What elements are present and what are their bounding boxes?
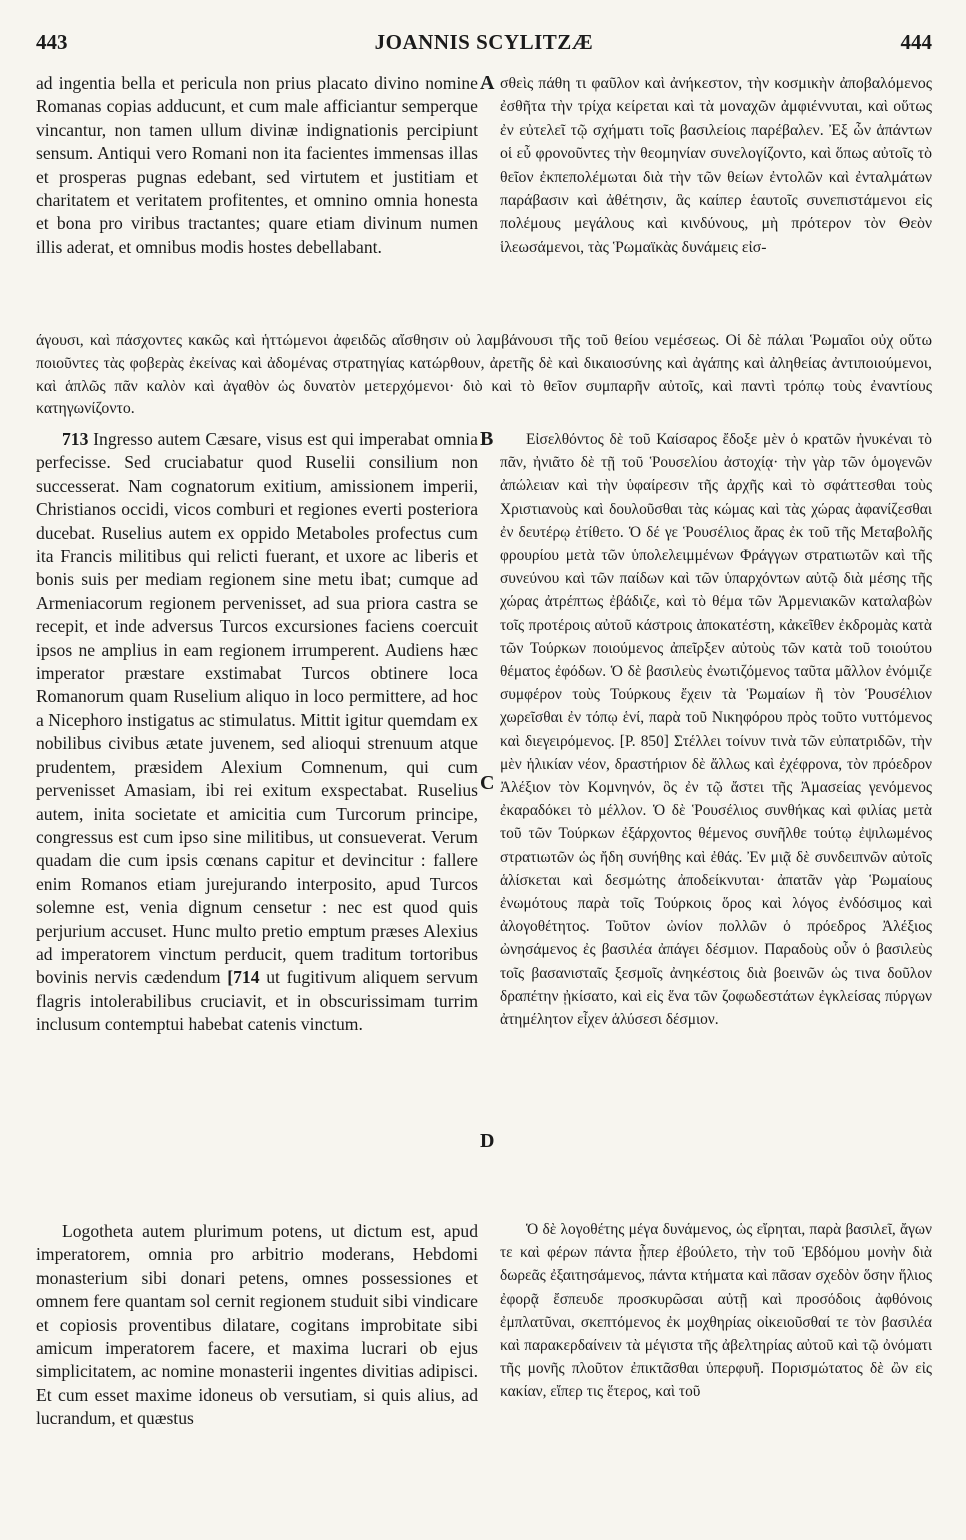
greek-paragraph-top: σθεὶς πάθη τι φαῦλον καὶ ἀνήκεστον, τὴν κοσμικὴν ἀποβαλόμενος ἐσθῆτα τὴν τρίχα κείρεται καὶ τὰ μοναχῶν ἀμφιέννυται, καὶ οὕτως ἐν εὐτελεῖ τῷ σχήματι τοῖς βασιλείοις παρέβαλεν. Ἐξ ὧν ἁπάντων οἱ εὖ φρονοῦντες τὴν θεομηνίαν συνελογίζοντο, καὶ ὅπως αὐτοῖς τὸ θεῖον ἐκπεπολέμωται διὰ τὴν τῶν θείων ἐντολῶν καὶ ἐνταλμάτων παράβασιν καὶ ἀθέτησιν, ἃς καίπερ ἑαυτοῖς συνεπιστάμενοι εἰς πολέμους μεγάλους καὶ κινδύνους, μὴ πρότερον τὸν Θεὸν ἱλεωσάμενοι, τὰς Ῥωμαϊκὰς δυνάμεις εἰσ- [500, 75, 932, 256]
greek-paragraph-bottom: Ὁ δὲ λογοθέτης μέγα δυνάμενος, ὡς εἴρηται, παρὰ βασιλεῖ, ἄγων τε καὶ φέρων πάντα ᾗπερ ἐβούλετο, τὴν τοῦ Ἑβδόμου μονὴν διὰ δωρεᾶς ἐξαιτησάμενος, πάντα κτήματα καὶ πᾶσαν σχεδὸν ὅσην ἥλιος ἐφορᾷ ἔσπευδε προσκυρῶσαι αὐτῇ καὶ προσόδοις ἀφθόνοις ἐμπλατῦναι, σκεπτόμενος ἐκ μοχθηρίας οἰκειοῦσθαί τε τὸν βασιλέα καὶ παρακερδαίνειν τὰ μέγιστα τῆς ἀβελτηρίας αὐτοῦ καὶ τῷ ὀνόματι τῆς μονῆς πλοῦτον ἐπικτᾶσθαι ὑπερφυῆ. Πορισμώτατος δὲ ὢν εἰς κακίαν, εἴπερ τις ἕτερος, καὶ τοῦ [500, 1221, 932, 1401]
latin-mid-text: Ingresso autem Cæsare, visus est qui imperabat omnia perfecisse. Sed cruciabatur quod Ruselii consilium non successerat. Nam cognatorum exitium, amissionem imperii, Christianos occidi, vicos comburi et regiones everti posteriora ducebat. Ruselius autem ex oppido Metaboles profectus cum ita Francis militibus qui relicti fuerant, et uxore ac liberis et bonis suis per mediam regionem sine metu ibat; cumque ad Armeniacorum regionem pervenisset, ad sua priora castra se recepit, et inde adversus Turcos excursiones faciens coercuit ipsos ne amplius in eam regionem irrumperent. Audiens hæc imperator præstare exstimabat Turcos obtinere loca Romanorum quam Ruselium aliquo in loco permittere, ad hoc a Nicephoro instigatus ac stimulatus. Mittit igitur quemdam ex nobilibus civibus ætate juvenem, sed alioqui strenuum atque prudentem, præsidem Alexium Comnenum, qui cum pervenisset Amasiam, ibi rei exitum exspectabat. Ruselius autem, inita societate et amicitia cum Turcorum principe, congressus est cum ipso sine militibus, ut consueverat. Verum quadam die cum ipsis cœnans capitur et devincitur : fallere enim Romanos etiam jurejurando interposito, apud Turcos solemne est, venia dignum censetur : nec est quod quis perjurium accuset. Hunc multo pretio emptum præses Alexius ad imperatorem vinctum perducit, quem traditum tortoribus bovinis nervis cædendum [36, 429, 478, 988]
latin-paragraph-bottom: Logothetа autem plurimum potens, ut dictum est, apud imperatorem, omnia pro arbitrio moderans, Hebdomi monasterium sibi donari petens, omnes possessiones et omnem fere quantam sol cernit regionem studuit sibi vindicare et copiosis proventibus dilatare, cogitans improbitate sibi amicum imperatorem facere, et maxima lucrari ob ejus simplicitatem, ac nomine monasterii ingentes divitias adipisci. Et cum esset maxime idoneus ob versutiam, si quis alius, ad lucrandum, et quæstus [36, 1221, 478, 1429]
greek-column-bottom [500, 1218, 932, 1404]
latin-paragraph-top: ad ingentia bella et pericula non prius placato divino nomine Romanas copias adducunt, et cum male afficiantur semperque vincantur, non tamen ullum divinæ indignationis percipiunt sensum. Antiqui vero Romani non ita facientes immensas illas et prosperas pugnas edebant, sed virtutem et justitiam et charitatem et veritatem profitentes, et omnino omnia honesta et bona pro viribus tractantes; quare etiam divinum numen illis aderat, et omnibus modis hostes debellabant. [36, 73, 478, 257]
latin-column-mid [36, 428, 478, 1037]
margin-mark-b: B [480, 428, 494, 450]
running-header [36, 30, 932, 60]
margin-mark-c: C [480, 772, 495, 794]
greek-paragraph-full: άγουσι, καὶ πάσχοντες κακῶς καὶ ἡττώμενοι ἀφειδῶς αἴσθησιν οὐ λαμβάνουσι τῆς τοῦ θείου νεμέσεως. Οἱ δὲ πάλαι Ῥωμαῖοι οὐχ οὕτω ποιοῦντες τὰς φοβερὰς ἐκείνας καὶ ἀδομένας στρατηγίας κατώρθουν, ἀρετῆς δὲ καὶ δικαιοσύνης καὶ ἀγάπης καὶ ἀληθείας ἀντιποιούμενοι, καὶ ἁπλῶς πᾶν καλὸν καὶ ἀγαθὸν ὡς δυνατὸν μετερχόμενοι· διὸ καὶ τὸ θεῖον συμπαρῆν αὐτοῖς, καὶ παντὶ τρόπῳ τοὺς ἐναντίους κατηγωνίζοντο. [36, 332, 932, 418]
latin-column-top [36, 72, 478, 259]
margin-mark-d: D [480, 1130, 495, 1152]
page-number-left: 443 [36, 30, 68, 54]
greek-paragraph-mid: Εἰσελθόντος δὲ τοῦ Καίσαρος ἔδοξε μὲν ὁ κρατῶν ἠνυκέναι τὸ πᾶν, ἠνιᾶτο δὲ τῇ τοῦ Ῥουσελίου ἀστοχίᾳ· τὴν γὰρ τῶν ὁμογενῶν ἀπώλειαν καὶ τὴν ὑφαίρεσιν τῆς ἀρχῆς καὶ τὸ σφάττεσθαι τοὺς Χριστιανοὺς καὶ δουλοῦσθαι τὰς κώμας καὶ τὰς χώρας ἀφανίζεσθαι ἐν δευτέρῳ ἐτίθετο. Ὁ δέ γε Ῥουσέλιος ἄρας ἐκ τοῦ τῆς Μεταβολῆς φρουρίου μετὰ τῶν ὑπολελειμμένων Φράγγων στρατιωτῶν καὶ τῆς συνεύνου καὶ τῶν παίδων καὶ τῶν ὑπαρχόντων αὐτῷ διὰ μέσης τῆς χώρας ἀτρέπτως ἐβάδιζε, καὶ τὸ θέμα τῶν Ἀρμενιακῶν καταλαβὼν τοῖς προτέροις αὐτοῦ κάστροις ἀποκατέστη, κἀκεῖθεν ἐκδρομὰς κατὰ τῶν Τούρκων ποιούμενος ἀπεῖρξεν αὐτοὺς τῶν κατὰ τοῦ τοιούτου θέματος ἐφόδων. Ὁ δὲ βασιλεὺς ἐνωτιζόμενος ταῦτα μᾶλλον ἐνόμιζε συμφέρον τοὺς Τούρκους ἔχειν τὰ Ῥωμαίων ἢ τὸν Ῥουσέλιον χωρεῖσθαι ἐν τόπῳ ἑνί, παρὰ τοῦ Νικηφόρου πρὸς τοῦτο νυττόμενος καὶ διεγειρόμενος. [P. 850] Στέλλει τοίνυν τινὰ τῶν εὐπατριδῶν, τὴν μὲν ἡλικίαν νέον, δραστήριον δὲ ἄλλως καὶ ἐχέφρονα, τὸν πρόεδρον Ἀλέξιον τὸν Κομνηνόν, ὃς ἐν τῷ ἄστει τῆς Ἀμασείας γενόμενος ἐκαραδόκει τὸ μέλλον. Ὁ δὲ Ῥουσέλιος συνθήκας καὶ φιλίας μετὰ τοῦ τῶν Τούρκων ἐξάρχοντος θέμενος συνῆλθε τούτῳ ἐψιλωμένος στρατιωτῶν ὡς ἤδη συνήθης καὶ ἐθάς. Ἐν μιᾷ δὲ συνδειπνῶν αὐτοῖς ἁλίσκεται καὶ δεσμώτης ἀποδείκνυται· ἀπατᾶν γὰρ Ῥωμαίους ἐνωμότους παρὰ τοῖς Τούρκοις ὅρος καὶ λόγος ἐνδόσιμος καὶ ἀλογοθέτητος. Τοῦτον ὠνίον πολλῶν ὁ πρόεδρος Ἀλέξιος ὠνησάμενος ἐς βασιλέα ἀπάγει δέσμιον. Παραδοὺς οὖν ὁ βασιλεὺς τοῖς βασανισταῖς ξεσμοῖς ἀνηκέστοις διὰ βοεινῶν ὡς τινα δοῦλον δραπέτην ᾐκίσατο, καὶ εἰς ἕνα τῶν ζοφωδεστάτων ἐγκλείσας πύργων ἀτημέλητον εἶχεν ἁλύσεσι δέσμιον. [500, 431, 932, 1029]
greek-full-width [36, 330, 932, 421]
margin-mark-a: A [480, 72, 495, 94]
greek-column-mid [500, 428, 932, 1031]
section-number-714: [714 [227, 967, 260, 988]
section-number-713: 713 [62, 429, 89, 449]
greek-column-top [500, 72, 932, 259]
latin-mid-end-text: ut fugitivum aliquem servum flagris intolerabilibus cruciavit, et in obscurissimam turrim inclusum contemptui habebat catenis vinctum. [36, 967, 479, 1035]
latin-column-bottom [36, 1220, 478, 1431]
running-title: JOANNIS SCYLITZÆ [374, 30, 594, 54]
page-number-right: 444 [900, 30, 932, 54]
latin-paragraph-mid [36, 428, 478, 1037]
